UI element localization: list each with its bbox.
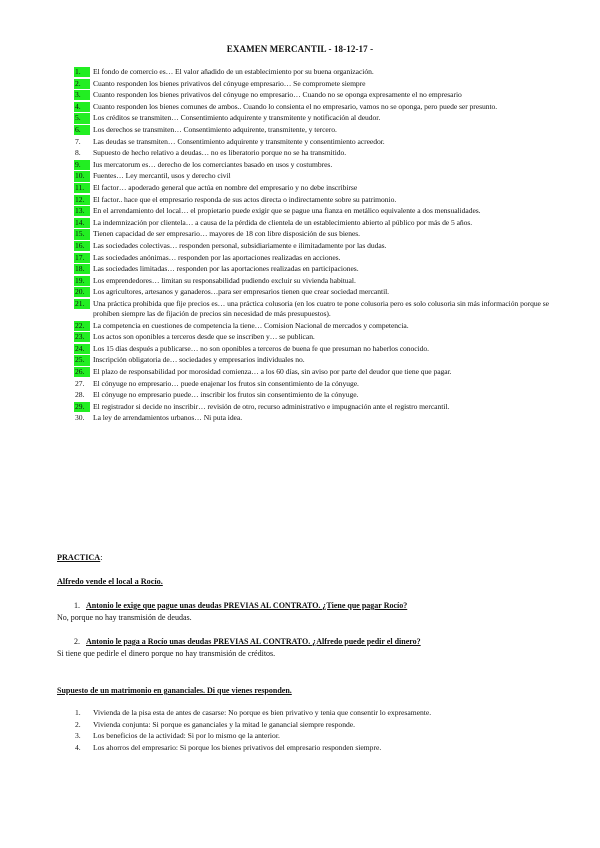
question-item (69, 67, 549, 77)
item-number: 1. (75, 708, 81, 717)
highlighted-number: 20. (74, 287, 90, 297)
question-item (69, 218, 549, 228)
exam-title: EXAMEN MERCANTIL - 18-12-17 - (226, 44, 374, 54)
question-text: La indemnización por clientela… a causa de la pérdida de clientela de un establecimiento abierto al público por más de 5 años. (93, 217, 473, 227)
question-item (69, 276, 549, 286)
practica-label: PRACTICA (57, 553, 101, 562)
question-text: Supuesto de hecho relativo a deudas… no es liberatorio porque no se ha transmitido. (93, 148, 347, 158)
question-text: La competencia en cuestiones de competencia la tiene… Comision Nacional de mercados y competencia. (93, 320, 409, 330)
question-text: El cónyuge no empresario… puede enajenar los frutos sin consentimiento de la cónyuge. (93, 378, 359, 388)
question-text: El registrador si decide no inscribir… revisión de otro, recurso administrativo e impugnación ante el registro mercantil. (93, 401, 450, 411)
question-item (69, 125, 549, 135)
question-number: 27. (75, 378, 85, 388)
question-item (69, 113, 549, 123)
question-number: 1. (74, 601, 80, 610)
supuesto-item (69, 708, 559, 718)
question-item (69, 79, 549, 89)
question-item (69, 253, 549, 263)
question-item (69, 229, 549, 239)
highlighted-number: 3. (74, 90, 90, 100)
question-text: Cuanto responden los bienes privativos del cónyuge no empresario… Cuando no se oponga expresamente el no empresario (93, 90, 462, 100)
question-text: El plazo de responsabilidad por morosidad comienza… a los 60 días, sin aviso por parte del deudor que tiene que pagar. (93, 367, 452, 377)
question-item (69, 321, 549, 331)
item-text: Los beneficios de la actividad: Si por lo mismo qe la anterior. (93, 731, 280, 741)
question-text: Las sociedades colectivas… responden personal, subsidiariamente e ilimitadamente por las dudas. (93, 240, 387, 250)
question-item (69, 264, 549, 274)
question-item (69, 344, 549, 354)
supuesto-item (69, 731, 559, 741)
item-text: Vivienda de la pisa esta de antes de casarse: No porque es bien privativo y tenia que consentir lo expresamente. (93, 708, 432, 717)
question-text: Fuentes… Ley mercantil, usos y derecho civil (93, 171, 231, 181)
question-item (69, 102, 549, 112)
highlighted-number: 4. (74, 102, 90, 112)
question-item (69, 206, 549, 216)
supuesto-list (69, 708, 559, 754)
question-item (69, 90, 549, 100)
practica-answer-1: No, porque no hay transmisión de deudas. (57, 613, 192, 622)
question-item (69, 148, 549, 158)
question-text: Una práctica prohibida que fije precios es… una práctica colusoria (en los cuatro te pone colusoria pero es solo colusoria sin más información porque se prohíben siempre las de fijación de precios sin necesidad de más presupuestos). (93, 298, 549, 319)
question-item (69, 390, 549, 400)
question-text: Inscripción obligatoria de… sociedades y empresarios individuales no. (93, 355, 305, 365)
question-item (69, 195, 549, 205)
question-list (69, 67, 549, 425)
question-text: Las sociedades limitadas… responden por las aportaciones realizadas en participaciones. (93, 264, 359, 274)
item-number: 2. (75, 719, 81, 729)
question-item (69, 332, 549, 342)
highlighted-number: 12. (74, 195, 90, 205)
highlighted-number: 2. (74, 79, 90, 89)
question-number: 7. (75, 136, 81, 146)
highlighted-number: 1. (74, 67, 90, 77)
highlighted-number: 26. (74, 367, 90, 377)
supuesto-heading: Supuesto de un matrimonio en gananciales. Di que vienes responden. (57, 686, 292, 695)
question-item (69, 379, 549, 389)
supuesto-item (69, 720, 559, 730)
practica-heading (57, 553, 103, 562)
question-item (69, 183, 549, 193)
question-item (69, 160, 549, 170)
question-number: 30. (75, 413, 85, 423)
question-text: El fondo de comercio es… El valor añadido de un establecimiento por su buena organización. (93, 67, 374, 76)
question-text: La ley de arrendamientos urbanos… Ni puta idea. (93, 413, 243, 423)
question-number: 2. (74, 637, 80, 646)
question-item (69, 299, 549, 319)
highlighted-number: 10. (74, 171, 90, 181)
highlighted-number: 17. (74, 253, 90, 263)
highlighted-number: 18. (74, 264, 90, 274)
highlighted-number: 5. (74, 113, 90, 123)
highlighted-number: 21. (74, 299, 90, 309)
highlighted-number: 9. (74, 160, 90, 170)
practica-answer-2: Si tiene que pedirle el dinero porque no hay transmisión de créditos. (57, 649, 276, 658)
highlighted-number: 14. (74, 218, 90, 228)
item-text: Vivienda conjunta: Si porque es gananciales y la mitad le ganancial siempre responde. (93, 719, 356, 729)
question-text: Antonio le exige que pague unas deudas PREVIAS AL CONTRATO. ¿Tiene que pagar Rocío? (86, 601, 408, 610)
highlighted-number: 15. (74, 229, 90, 239)
question-number: 28. (75, 390, 85, 400)
highlighted-number: 16. (74, 241, 90, 251)
question-text: Los actos son oponibles a terceros desde que se inscriben y… se publican. (93, 332, 315, 342)
practica-colon: : (100, 553, 103, 562)
highlighted-number: 13. (74, 206, 90, 216)
highlighted-number: 24. (74, 344, 90, 354)
question-item (69, 355, 549, 365)
practica-question-2 (74, 637, 564, 646)
question-text: Los agricultores, artesanos y ganaderos…para ser empresarios tienen que crear sociedad mercantil. (93, 287, 390, 297)
item-number: 3. (75, 731, 81, 741)
question-text: Las sociedades anónimas… responden por las aportaciones realizadas en acciones. (93, 252, 341, 262)
question-item (69, 137, 549, 147)
question-text: El factor… apoderado general que actúa en nombre del empresario y no debe inscribirse (93, 182, 358, 192)
question-text: Ius mercatorum es… derecho de los comerciantes basado en usos y costumbres. (93, 159, 333, 169)
highlighted-number: 11. (74, 183, 90, 193)
question-text: Cuanto responden los bienes comunes de ambos.. Cuando lo consienta el no empresario, vamos no se oponga, pero puede ser presunto. (93, 101, 498, 111)
item-text: Los ahorros del empresario: Si porque los bienes privativos del empresario responden siempre. (93, 742, 382, 752)
question-item (69, 287, 549, 297)
question-text: El cónyuge no empresario puede… inscribir los frutos sin consentimiento de la cónyuge. (93, 390, 359, 400)
highlighted-number: 23. (74, 332, 90, 342)
question-text: El factor.. hace que el empresario responda de sus actos directa o indirectamente sobre su patrimonio. (93, 194, 397, 204)
highlighted-number: 22. (74, 321, 90, 331)
question-item (69, 241, 549, 251)
question-text: Las deudas se transmiten… Consentimiento adquirente y transmitente y consentimiento acreedor. (93, 136, 385, 146)
question-item (69, 413, 549, 423)
case-title: Alfredo vende el local a Rocío. (57, 577, 163, 586)
item-number: 4. (75, 742, 81, 752)
question-item (69, 402, 549, 412)
practica-question-1 (74, 601, 554, 610)
question-text: Los derechos se transmiten… Consentimiento adquirente, transmitente, y tercero. (93, 124, 337, 134)
question-text: Cuanto responden los bienes privativos del cónyuge empresario… Se compromete siempre (93, 78, 366, 88)
question-item (69, 367, 549, 377)
question-text: Antonio le paga a Rocío unas deudas PREVIAS AL CONTRATO. ¿Alfredo puede pedir el dinero? (86, 637, 421, 646)
question-number: 8. (75, 148, 81, 158)
highlighted-number: 19. (74, 276, 90, 286)
highlighted-number: 6. (74, 125, 90, 135)
question-item (69, 171, 549, 181)
question-text: Tienen capacidad de ser empresario… mayores de 18 con libre disposición de sus bienes. (93, 229, 361, 239)
question-text: Los emprendedores… limitan su responsabilidad pudiendo excluir su vivienda habitual. (93, 275, 356, 285)
question-text: En el arrendamiento del local… el propietario puede exigir que se pague una fianza en metálico equivalente a dos mensualidades. (93, 206, 481, 216)
supuesto-item (69, 743, 559, 753)
question-text: Los 15 días después a publicarse… no son oponibles a terceros de buena fe que presuman no haberlos conocido. (93, 343, 430, 353)
highlighted-number: 29. (74, 402, 90, 412)
highlighted-number: 25. (74, 355, 90, 365)
question-text: Los créditos se transmiten… Consentimiento adquirente y transmitente y notificación al deudor. (93, 113, 381, 123)
